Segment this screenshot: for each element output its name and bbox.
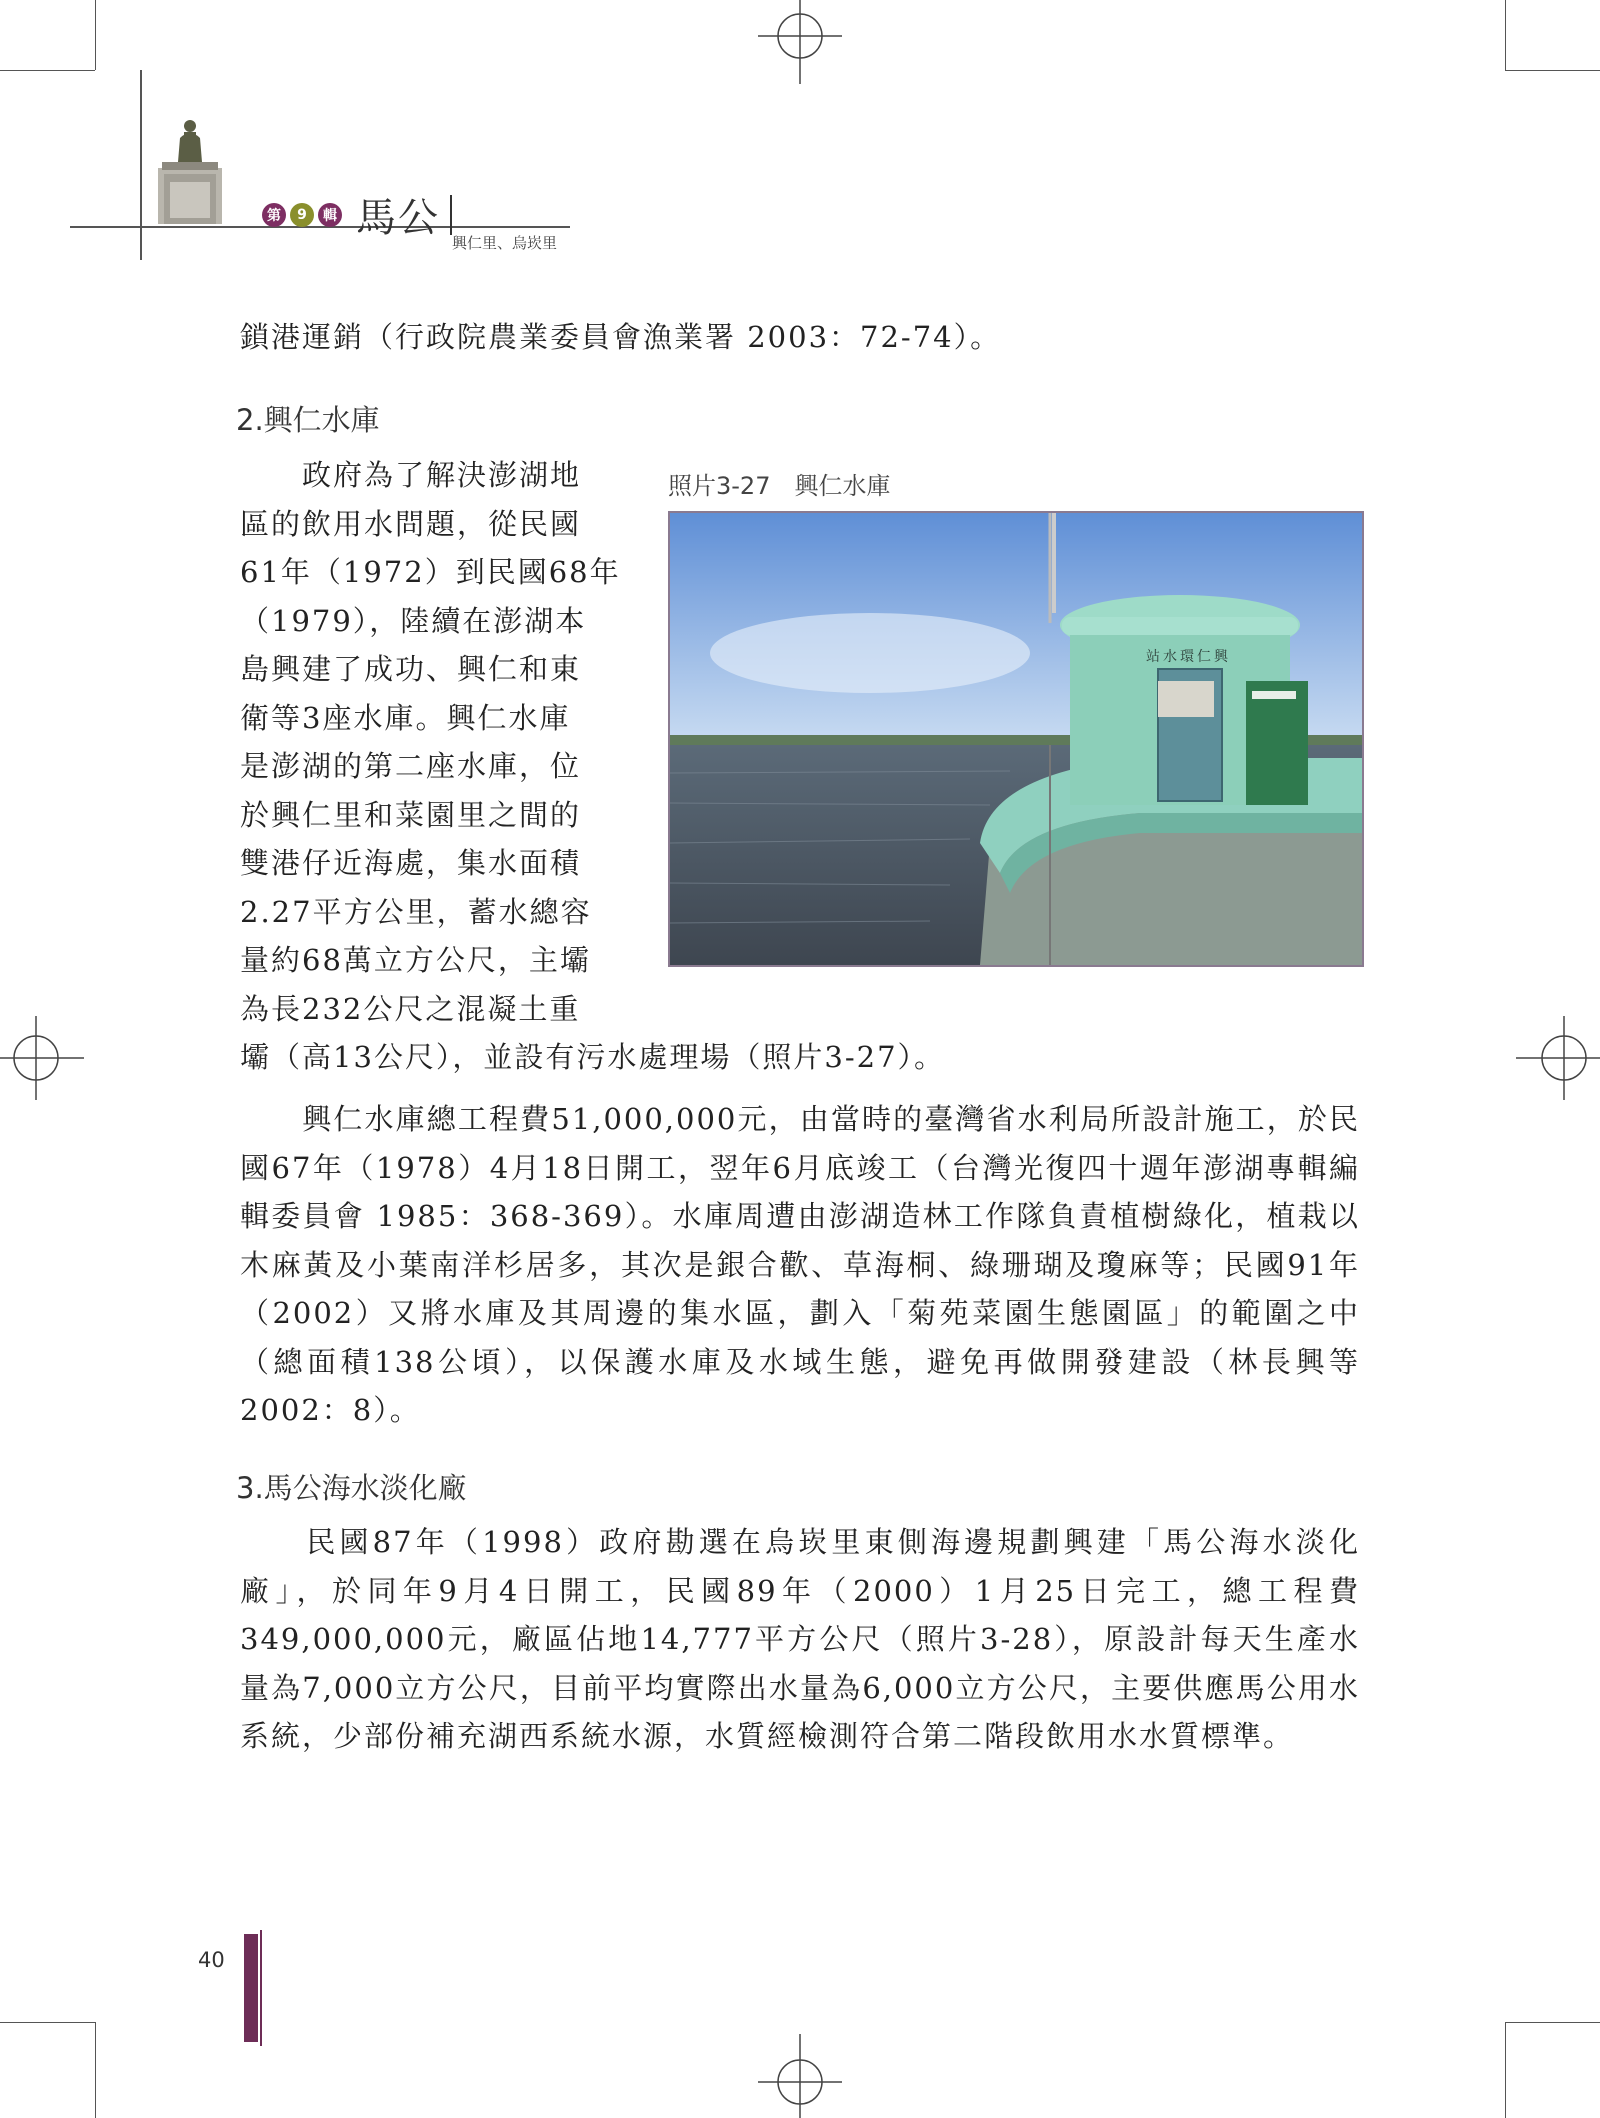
chapter-prefix-badge: 第 — [262, 203, 286, 227]
crop-mark — [1505, 0, 1506, 70]
text-line: 壩（高13公尺），並設有污水處理場（照片3-27）。 — [240, 1040, 946, 1074]
crop-mark — [1505, 70, 1600, 71]
chapter-subtitle: 興仁里、烏崁里 — [452, 234, 558, 252]
chapter-number-badge: 9 — [290, 203, 314, 227]
paragraph-reservoir-cost: 興仁水庫總工程費51,000,000元，由當時的臺灣省水利局所設計施工，於民國67年（1978）4月18日開工，翌年6月底竣工（台灣光復四十週年澎湖專輯編輯委員會 1985：368-369）。水庫周遭由澎湖造林工作隊負責植樹綠化，植栽以木麻黃及小葉南洋杉居多，其次是銀合歡、草海桐、綠珊瑚及瓊麻等；民國91年（2002）又將水庫及其周邊的集水區，劃入「菊苑菜園生態園區」的範圍之中（總面積138公頃），以保護水庫及水域生態，避免再做開發建設（林長興等 2002：8）。 — [240, 1102, 1360, 1427]
registration-mark-icon — [1516, 1016, 1600, 1100]
text-line: 島興建了成功、興仁和東 — [240, 652, 582, 686]
paragraph-desalination: 民國87年（1998）政府勘選在烏崁里東側海邊規劃興建「馬公海水淡化廠」，於同年9月4日開工，民國89年（2000）1月25日完工，總工程費349,000,000元，廠區佔地14,777平方公尺（照片3-28），原設計每天生產水量為7,000立方公尺，目前平均實際出水量為6,000立方公尺，主要供應馬公用水系統，少部份補充湖西系統水源，水質經檢測符合第二階段飲用水水質標準。 — [240, 1525, 1360, 1753]
page-number: 40 — [198, 1948, 225, 1972]
crop-mark — [1505, 2022, 1506, 2118]
registration-mark-icon — [758, 0, 842, 84]
paragraph-intro: 鎖港運銷（行政院農業委員會漁業署 2003：72-74）。 — [240, 320, 1002, 354]
registration-mark-icon — [758, 2034, 842, 2118]
section-heading-desalination-plant: 3.馬公海水淡化廠 — [236, 1471, 467, 1505]
section-heading-xingren-reservoir: 2.興仁水庫 — [236, 403, 380, 437]
text-line: 衛等3座水庫。興仁水庫 — [240, 700, 571, 735]
photo-caption: 照片3-27 興仁水庫 — [668, 472, 891, 500]
crop-mark — [0, 2022, 95, 2023]
reservoir-photo-illustration — [670, 513, 1362, 965]
statue-icon — [150, 108, 230, 224]
text-line: 區的飲用水問題，從民國 — [240, 506, 582, 541]
chapter-title: 馬公 — [356, 195, 440, 241]
crop-mark — [0, 70, 95, 71]
registration-mark-icon — [0, 1016, 84, 1100]
text-line: 雙港仔近海處，集水面積 — [240, 846, 582, 880]
header-rule-vertical — [140, 70, 142, 260]
crop-mark — [95, 2022, 96, 2118]
title-divider — [450, 195, 452, 235]
reservoir-photo — [668, 511, 1364, 967]
chapter-suffix-badge: 輯 — [318, 203, 342, 227]
text-line: 為長232公尺之混凝土重 — [240, 991, 581, 1026]
page-marker-line — [260, 1930, 262, 2046]
page-marker-bar — [244, 1934, 258, 2042]
text-line: 於興仁里和菜園里之間的 — [240, 797, 582, 832]
text-line: （1979），陸續在澎湖本 — [240, 603, 587, 638]
chapter-label — [262, 186, 452, 243]
text-line: 量約68萬立方公尺，主壩 — [240, 943, 591, 977]
text-line: 政府為了解決澎湖地 — [240, 458, 582, 492]
text-line: 2.27平方公里，蓄水總容 — [240, 894, 592, 929]
text-line: 是澎湖的第二座水庫，位 — [240, 749, 582, 783]
text-line: 61年（1972）到民國68年 — [240, 555, 621, 589]
crop-mark — [95, 0, 96, 70]
crop-mark — [1505, 2022, 1600, 2023]
pump-station-sign: 站水環仁興 — [1146, 649, 1231, 665]
